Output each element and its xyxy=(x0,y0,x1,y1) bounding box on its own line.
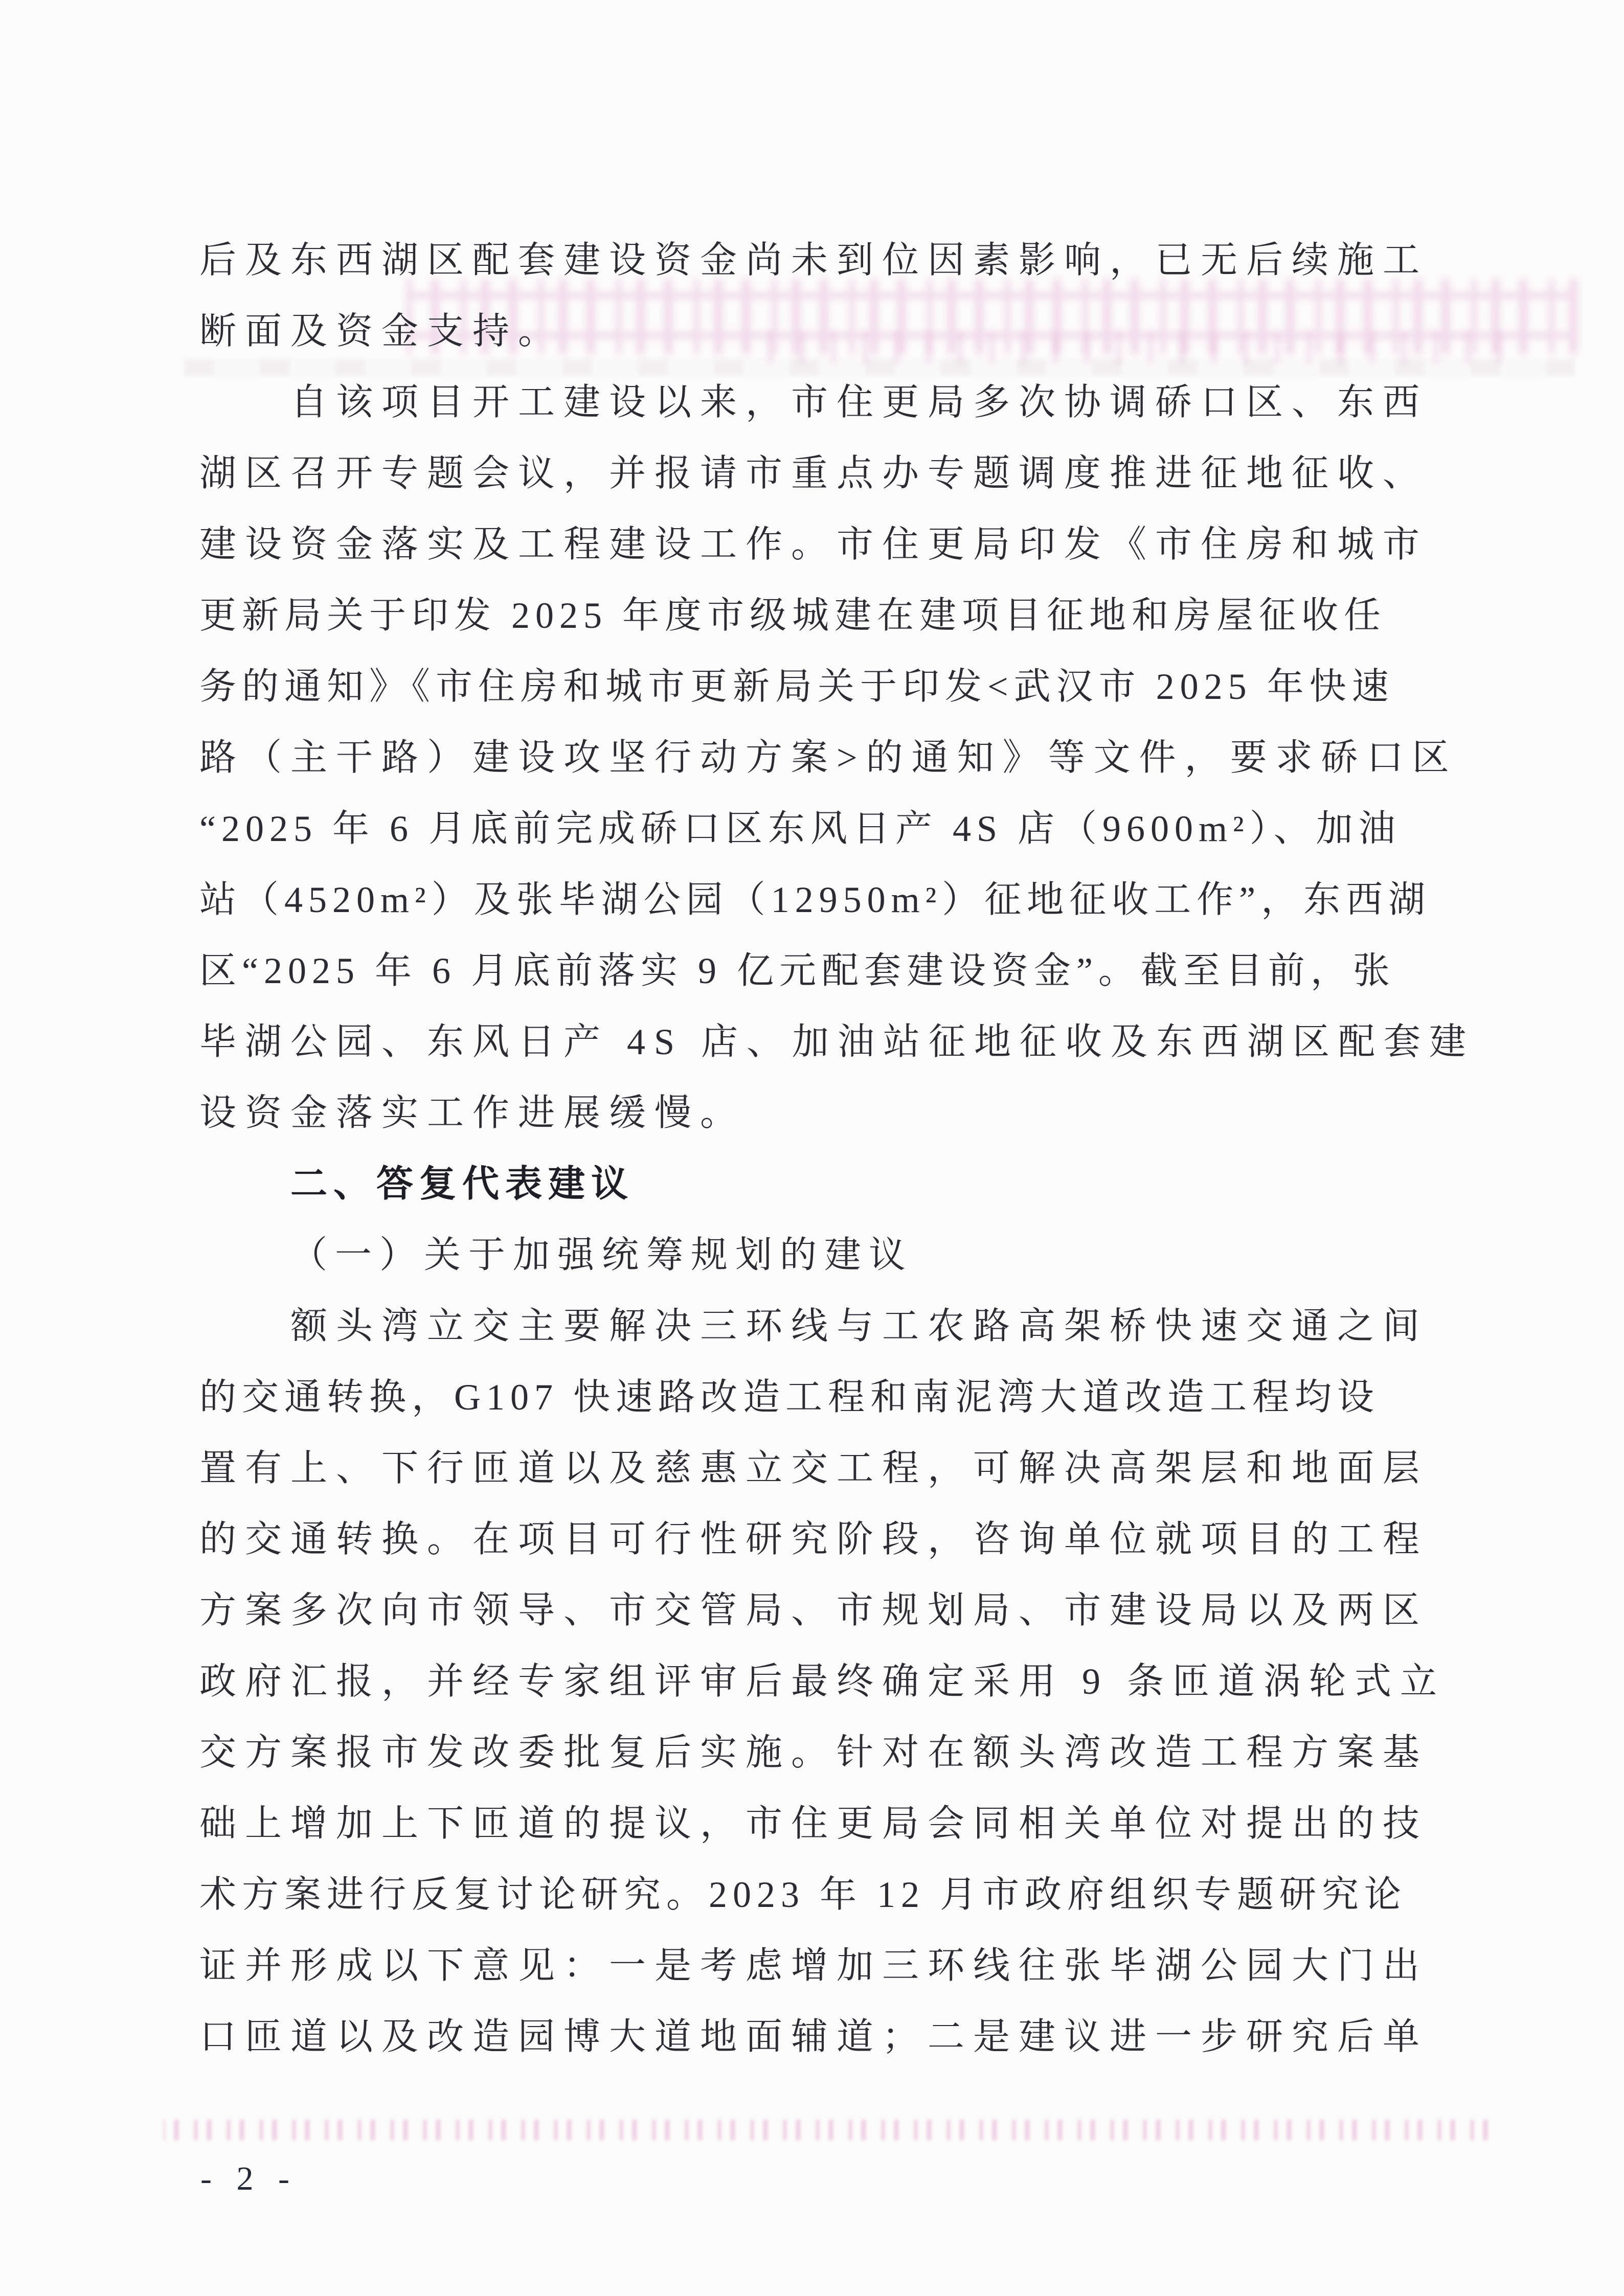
text-line: 自该项目开工建设以来，市住更局多次协调硚口区、东西 xyxy=(290,382,1429,423)
ink-bleedthrough-bottom xyxy=(164,2120,1488,2140)
text-line: 路（主干路）建设攻坚行动方案>的通知》等文件，要求硚口区 xyxy=(199,737,1458,778)
text-line: 湖区召开专题会议，并报请市重点办专题调度推进征地征收、 xyxy=(199,453,1429,494)
text-line: 政府汇报，并经专家组评审后最终确定采用 9 条匝道涡轮式立 xyxy=(199,1661,1446,1702)
text-line: 站（4520m²）及张毕湖公园（12950m²）征地征收工作”，东西湖 xyxy=(199,879,1431,920)
text-line: “2025 年 6 月底前完成硚口区东风日产 4S 店（9600m²）、加油 xyxy=(199,808,1401,849)
text-line: 更新局关于印发 2025 年度市级城建在建项目征地和房屋征收任 xyxy=(199,595,1387,636)
text-line: 务的通知》《市住房和城市更新局关于印发<武汉市 2025 年快速 xyxy=(199,666,1394,707)
text-line: 额头湾立交主要解决三环线与工农路高架桥快速交通之间 xyxy=(290,1306,1429,1347)
text-line: 毕湖公园、东风日产 4S 店、加油站征地征收及东西湖区配套建 xyxy=(199,1021,1475,1062)
text-line: 断面及资金支持。 xyxy=(199,311,564,352)
page-number: - 2 - xyxy=(200,2160,298,2197)
text-line: 后及东西湖区配套建设资金尚未到位因素影响，已无后续施工 xyxy=(199,240,1429,281)
text-line: 的交通转换。在项目可行性研究阶段，咨询单位就项目的工程 xyxy=(199,1519,1429,1560)
text-line: 区“2025 年 6 月底前落实 9 亿元配套建设资金”。截至目前，张 xyxy=(199,950,1395,991)
text-line: 交方案报市发改委批复后实施。针对在额头湾改造工程方案基 xyxy=(199,1732,1429,1773)
document-text xyxy=(199,225,1475,2073)
text-line: 证并形成以下意见：一是考虑增加三环线往张毕湖公园大门出 xyxy=(199,1945,1429,1986)
text-line: 口匝道以及改造园博大道地面辅道；二是建议进一步研究后单 xyxy=(199,2016,1429,2057)
text-line: 置有上、下行匝道以及慈惠立交工程，可解决高架层和地面层 xyxy=(199,1448,1429,1489)
text-line: 的交通转换，G107 快速路改造工程和南泥湾大道改造工程均设 xyxy=(199,1377,1380,1418)
text-line: 础上增加上下匝道的提议，市住更局会同相关单位对提出的技 xyxy=(199,1803,1429,1844)
text-line: 术方案进行反复讨论研究。2023 年 12 月市政府组织专题研究论 xyxy=(199,1874,1407,1915)
text-line: 设资金落实工作进展缓慢。 xyxy=(199,1093,746,1133)
text-line: （一）关于加强统筹规划的建议 xyxy=(290,1235,914,1276)
text-line: 建设资金落实及工程建设工作。市住更局印发《市住房和城市 xyxy=(199,524,1429,565)
text-line: 方案多次向市领导、市交管局、市规划局、市建设局以及两区 xyxy=(199,1590,1429,1631)
text-line: 二、答复代表建议 xyxy=(290,1164,635,1204)
